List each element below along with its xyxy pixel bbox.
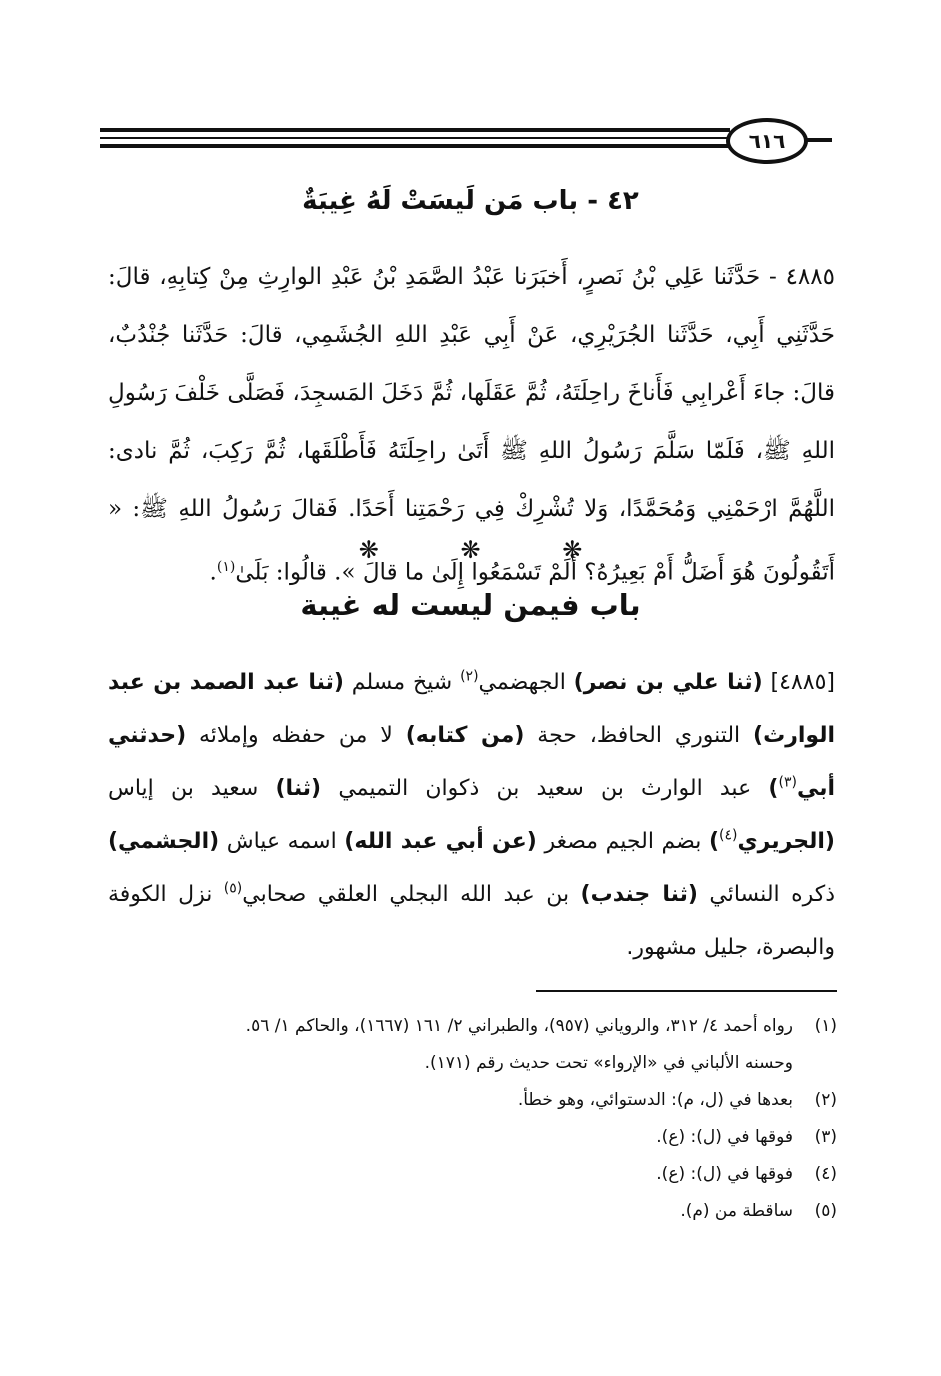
commentary-quote: (عن أبي عبد الله) bbox=[344, 829, 537, 854]
commentary-text bbox=[108, 656, 835, 974]
footnote-text: فوقها في (ل): (ع). bbox=[656, 1164, 793, 1184]
commentary-run: الجهضمي bbox=[478, 670, 574, 695]
page-number: ٦١٦ bbox=[726, 118, 808, 164]
commentary-title: باب فيمن ليست له غيبة bbox=[300, 588, 641, 622]
footnote-text: فوقها في (ل): (ع). bbox=[656, 1127, 793, 1147]
commentary-quote: (ثنا عبد الصمد بن عبد الوارث) bbox=[108, 670, 836, 748]
commentary-run: اسمه عياش bbox=[219, 829, 345, 854]
footnote-number: (٣) bbox=[814, 1127, 837, 1147]
footnote-ref: (٢) bbox=[460, 668, 479, 685]
footnote-ref: (٤) bbox=[719, 827, 738, 844]
footnote bbox=[108, 1045, 837, 1082]
commentary-run: بضم الجيم مصغر bbox=[536, 829, 709, 854]
footnote bbox=[108, 1156, 837, 1193]
commentary-quote: ) bbox=[768, 776, 779, 801]
commentary-run: بن عبد الله البجلي العلقي صحابي bbox=[242, 882, 581, 907]
separator-star: ❋ bbox=[460, 536, 481, 564]
footnote-ref: (٣) bbox=[778, 774, 797, 791]
commentary-quote: (ثنا جندب) bbox=[580, 882, 698, 907]
chapter-title: ٤٢ - باب مَن لَيسَتْ لَهُ غِيبَةٌ bbox=[302, 186, 639, 216]
commentary-run: عبد الوارث بن سعيد بن ذكوان التميمي bbox=[321, 776, 769, 801]
commentary-quote: (ثنا) bbox=[275, 776, 322, 801]
commentary-run: لا من حفظه وإملائه bbox=[186, 723, 406, 748]
hadith-footnote-ref: (١) bbox=[216, 559, 236, 575]
commentary-run: ذكره النسائي bbox=[697, 882, 836, 907]
footnote bbox=[108, 1082, 837, 1119]
commentary-quote: (من كتابه) bbox=[405, 723, 525, 748]
hadith-text: ٤٨٨٥ - حَدَّثَنا عَلِي بْنُ نَصرٍ، أَخبَرَنا عَبْدُ الصَّمَدِ بْنُ عَبْدِ الوارِثِ مِنْ كِتابِهِ، قالَ: حَدَّثَنِي أَبِي، حَدَّثَنا الجُرَيْرِي، عَنْ أَبِي عَبْدِ اللهِ الجُشَمِي، قالَ: حَدَّثَنا جُنْدُبٌ، قالَ: جاءَ أَعْرابِي فَأَناخَ راحِلَتَهُ، ثُمَّ عَقَلَها، ثُمَّ دَخَلَ المَسجِدَ، فَصَلَّى خَلْفَ رَسُولِ اللهِ ﷺ، فَلَمّا سَلَّمَ رَسُولُ اللهِ ﷺ أَتَىٰ راحِلَتَهُ فَأَطْلَقَها، ثُمَّ رَكِبَ، ثُمَّ نادى: اللَّهُمَّ ارْحَمْنِي وَمُحَمَّدًا، وَلا تُشْرِكْ فِي رَحْمَتِنا أَحَدًا. فَقالَ رَسُولُ اللهِ ﷺ: « أَتَقُولُونَ هُوَ أَضَلُّ أَمْ بَعِيرُهُ؟ أَلَمْ تَسْمَعُوا إِلَىٰ ما قالَ ». قالُوا: بَلَىٰ$^{(١)}$. bbox=[108, 264, 835, 586]
footnote bbox=[108, 1008, 837, 1045]
footnote-number: (٤) bbox=[814, 1164, 837, 1184]
footnote-text: بعدها في (ل، م): الدستوائي، وهو خطأ. bbox=[517, 1090, 793, 1110]
header-rule bbox=[100, 118, 730, 158]
hadith-number: ٤٨٨٥ bbox=[785, 264, 835, 290]
commentary-run: [٤٨٨٥] bbox=[762, 670, 835, 695]
commentary-run: نزل الكوفة والبصرة، جليل مشهور. bbox=[108, 882, 835, 960]
footnote-text: وحسنه الألباني في «الإرواء» تحت حديث رقم (١٧١). bbox=[424, 1053, 793, 1073]
commentary-run: سعيد بن إياس bbox=[108, 776, 276, 801]
hadith-body: حَدَّثَنا عَلِي بْنُ نَصرٍ، أَخبَرَنا عَبْدُ الصَّمَدِ بْنُ عَبْدِ الوارِثِ مِنْ كِتابِهِ، قالَ: حَدَّثَنِي أَبِي، حَدَّثَنا الجُرَيْرِي، عَنْ أَبِي عَبْدِ اللهِ الجُشَمِي، قالَ: حَدَّثَنا جُنْدُبٌ، قالَ: جاءَ أَعْرابِي فَأَناخَ راحِلَتَهُ، ثُمَّ عَقَلَها، ثُمَّ دَخَلَ المَسجِدَ، فَصَلَّى خَلْفَ رَسُولِ اللهِ ﷺ، فَلَمّا سَلَّمَ رَسُولُ اللهِ ﷺ أَتَىٰ راحِلَتَهُ فَأَطْلَقَها، ثُمَّ رَكِبَ، ثُمَّ نادى: اللَّهُمَّ ارْحَمْنِي وَمُحَمَّدًا، وَلا تُشْرِكْ فِي رَحْمَتِنا أَحَدًا. فَقالَ رَسُولُ اللهِ ﷺ: « أَتَقُولُونَ هُوَ أَضَلُّ أَمْ بَعِيرُهُ؟ أَلَمْ تَسْمَعُوا إِلَىٰ ما قالَ ». قالُوا: بَلَىٰ bbox=[108, 264, 835, 586]
footnote-number bbox=[793, 1045, 837, 1082]
commentary-quote: (ثنا علي بن نصر) bbox=[573, 670, 763, 695]
separator-star: ❋ bbox=[358, 536, 379, 564]
footnote-number: (٢) bbox=[814, 1090, 837, 1110]
commentary-run: شيخ مسلم bbox=[343, 670, 461, 695]
commentary-quote: (الجريري bbox=[737, 829, 835, 854]
footnote-text: رواه أحمد ٤/ ٣١٢، والروياني (٩٥٧)، والطبراني ٢/ ١٦١ (١٦٦٧)، والحاكم ١/ ٥٦. bbox=[245, 1016, 793, 1036]
commentary-quote: (حدثني أبي bbox=[108, 723, 835, 801]
header-rule-tail bbox=[806, 138, 832, 142]
footnote-ref: (٥) bbox=[223, 880, 243, 897]
footnote-text: ساقطة من (م). bbox=[680, 1201, 793, 1221]
section-separator bbox=[0, 536, 941, 564]
commentary-quote: ) bbox=[708, 829, 720, 854]
footnote bbox=[108, 1119, 837, 1156]
footnote bbox=[108, 1193, 837, 1230]
footnote-rule bbox=[536, 990, 837, 992]
commentary-quote: (الجشمي) bbox=[108, 829, 220, 854]
footnote-number: (١) bbox=[814, 1016, 837, 1036]
footnotes bbox=[108, 1008, 837, 1230]
separator-star: ❋ bbox=[562, 536, 583, 564]
commentary-run: التنوري الحافظ، حجة bbox=[524, 723, 754, 748]
footnote-number: (٥) bbox=[814, 1201, 837, 1221]
